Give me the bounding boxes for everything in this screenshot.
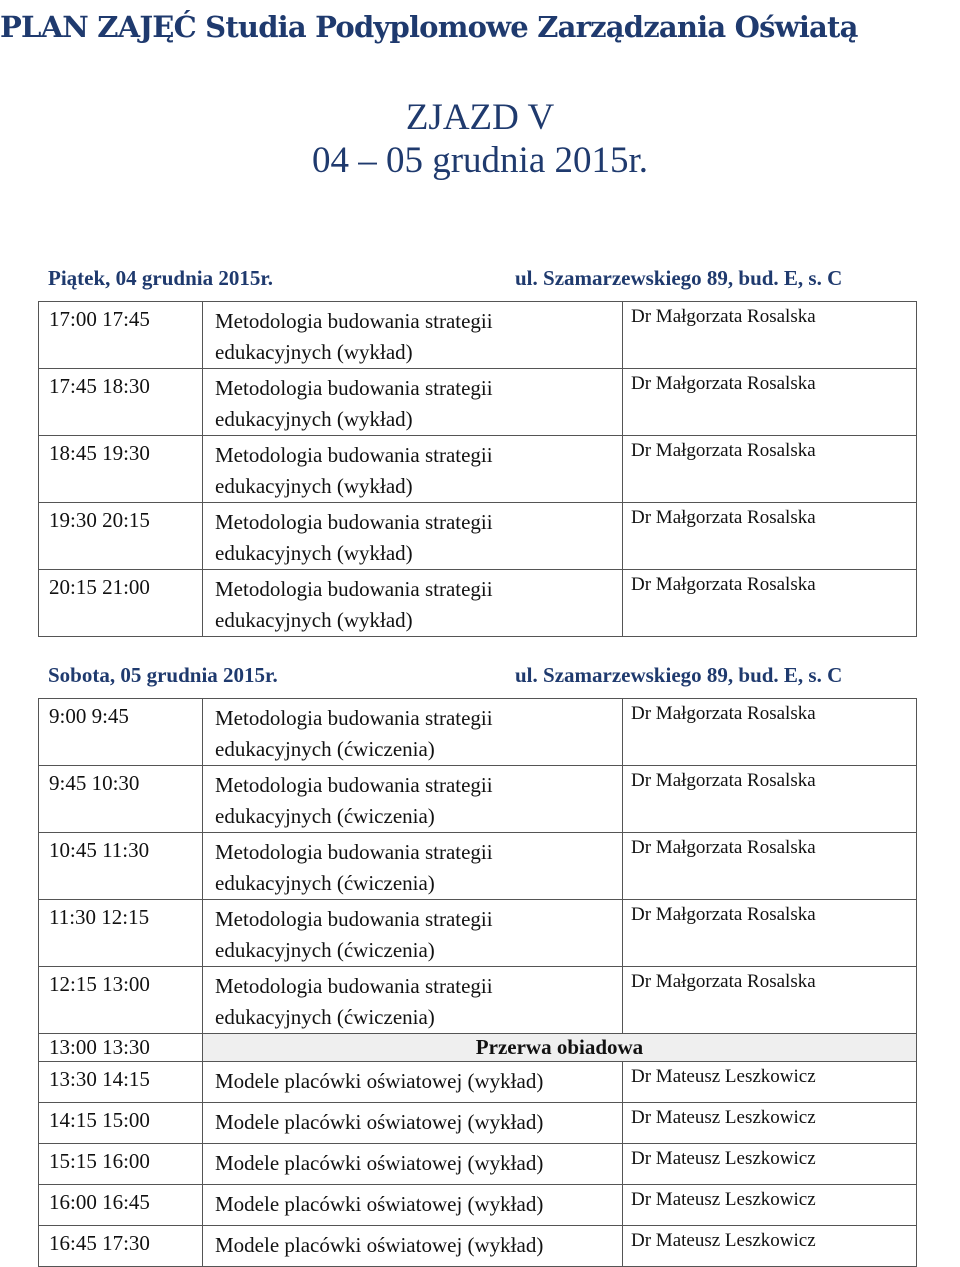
location-label: ul. Szamarzewskiego 89, bud. E, s. C <box>515 266 843 290</box>
subject-line: edukacyjnych (ćwiczenia) <box>215 804 435 828</box>
subject-line: Metodologia budowania strategii <box>215 706 493 730</box>
subject-cell: Modele placówki oświatowej (wykład) <box>203 1226 623 1267</box>
subject-line: edukacyjnych (wykład) <box>215 407 413 431</box>
table-row <box>39 833 917 900</box>
session-dates: 04 – 05 grudnia 2015r. <box>311 140 649 181</box>
time-cell: 10:45 11:30 <box>39 833 203 900</box>
schedule-table-friday <box>38 301 917 637</box>
time-cell: 18:45 19:30 <box>39 436 203 503</box>
subject-line: Metodologia budowania strategii <box>215 376 493 400</box>
subject-line: Metodologia budowania strategii <box>215 974 493 998</box>
table-row <box>39 699 917 766</box>
teacher-cell: Dr Małgorzata Rosalska <box>623 369 917 436</box>
subject-cell: Modele placówki oświatowej (wykład) <box>203 1103 623 1144</box>
table-row <box>39 900 917 967</box>
teacher-cell: Dr Mateusz Leszkowicz <box>623 1103 917 1144</box>
teacher-cell: Dr Małgorzata Rosalska <box>623 900 917 967</box>
subject-cell <box>203 503 623 570</box>
teacher-cell: Dr Małgorzata Rosalska <box>623 570 917 637</box>
subject-line: Metodologia budowania strategii <box>215 309 493 333</box>
table-row <box>39 1103 917 1144</box>
subject-cell: Modele placówki oświatowej (wykład) <box>203 1062 623 1103</box>
table-row <box>39 436 917 503</box>
session-title: ZJAZD V <box>405 97 555 138</box>
schedule-table-saturday <box>38 698 917 1267</box>
subject-cell <box>203 900 623 967</box>
table-row <box>39 967 917 1034</box>
subject-line: edukacyjnych (ćwiczenia) <box>215 871 435 895</box>
subject-line: edukacyjnych (ćwiczenia) <box>215 938 435 962</box>
location-label: ul. Szamarzewskiego 89, bud. E, s. C <box>515 663 843 687</box>
table-row <box>39 766 917 833</box>
time-cell: 16:00 16:45 <box>39 1185 203 1226</box>
time-cell: 13:00 13:30 <box>39 1034 203 1062</box>
teacher-cell: Dr Małgorzata Rosalska <box>623 503 917 570</box>
table-row <box>39 302 917 369</box>
teacher-cell: Dr Małgorzata Rosalska <box>623 766 917 833</box>
time-cell: 17:45 18:30 <box>39 369 203 436</box>
subject-cell: Modele placówki oświatowej (wykład) <box>203 1185 623 1226</box>
subject-line: edukacyjnych (ćwiczenia) <box>215 737 435 761</box>
subject-line: edukacyjnych (wykład) <box>215 541 413 565</box>
time-cell: 11:30 12:15 <box>39 900 203 967</box>
teacher-cell: Dr Małgorzata Rosalska <box>623 302 917 369</box>
time-cell: 12:15 13:00 <box>39 967 203 1034</box>
subject-cell <box>203 766 623 833</box>
break-label: Przerwa obiadowa <box>203 1034 917 1062</box>
table-row <box>39 1226 917 1267</box>
subject-cell <box>203 699 623 766</box>
time-cell: 9:00 9:45 <box>39 699 203 766</box>
teacher-cell: Dr Mateusz Leszkowicz <box>623 1062 917 1103</box>
time-cell: 9:45 10:30 <box>39 766 203 833</box>
document-title: PLAN ZAJĘĆ Studia Podyplomowe Zarządzania Oświatą <box>0 10 858 44</box>
subject-line: edukacyjnych (ćwiczenia) <box>215 1005 435 1029</box>
teacher-cell: Dr Małgorzata Rosalska <box>623 436 917 503</box>
subject-cell <box>203 436 623 503</box>
teacher-cell: Dr Małgorzata Rosalska <box>623 967 917 1034</box>
subject-line: edukacyjnych (wykład) <box>215 474 413 498</box>
day-header-saturday <box>48 662 928 688</box>
time-cell: 15:15 16:00 <box>39 1144 203 1185</box>
subject-line: edukacyjnych (wykład) <box>215 340 413 364</box>
day-label: Sobota, 05 grudnia 2015r. <box>48 663 278 687</box>
table-row <box>39 1185 917 1226</box>
teacher-cell: Dr Mateusz Leszkowicz <box>623 1226 917 1267</box>
subject-cell <box>203 570 623 637</box>
table-row <box>39 570 917 637</box>
teacher-cell: Dr Małgorzata Rosalska <box>623 833 917 900</box>
time-cell: 14:15 15:00 <box>39 1103 203 1144</box>
subject-line: Metodologia budowania strategii <box>215 443 493 467</box>
subject-cell <box>203 967 623 1034</box>
subject-cell <box>203 833 623 900</box>
table-row <box>39 1062 917 1103</box>
teacher-cell: Dr Małgorzata Rosalska <box>623 699 917 766</box>
subject-cell <box>203 369 623 436</box>
time-cell: 20:15 21:00 <box>39 570 203 637</box>
time-cell: 19:30 20:15 <box>39 503 203 570</box>
day-header-friday <box>48 265 928 291</box>
time-cell: 13:30 14:15 <box>39 1062 203 1103</box>
subject-line: Metodologia budowania strategii <box>215 510 493 534</box>
time-cell: 16:45 17:30 <box>39 1226 203 1267</box>
teacher-cell: Dr Mateusz Leszkowicz <box>623 1185 917 1226</box>
day-label: Piątek, 04 grudnia 2015r. <box>48 266 273 290</box>
table-row <box>39 503 917 570</box>
subject-line: Metodologia budowania strategii <box>215 840 493 864</box>
subject-cell: Modele placówki oświatowej (wykład) <box>203 1144 623 1185</box>
break-row <box>39 1034 917 1062</box>
subject-line: Metodologia budowania strategii <box>215 577 493 601</box>
subject-line: Metodologia budowania strategii <box>215 907 493 931</box>
table-row <box>39 1144 917 1185</box>
subject-line: edukacyjnych (wykład) <box>215 608 413 632</box>
subject-line: Metodologia budowania strategii <box>215 773 493 797</box>
time-cell: 17:00 17:45 <box>39 302 203 369</box>
teacher-cell: Dr Mateusz Leszkowicz <box>623 1144 917 1185</box>
subject-cell <box>203 302 623 369</box>
table-row <box>39 369 917 436</box>
